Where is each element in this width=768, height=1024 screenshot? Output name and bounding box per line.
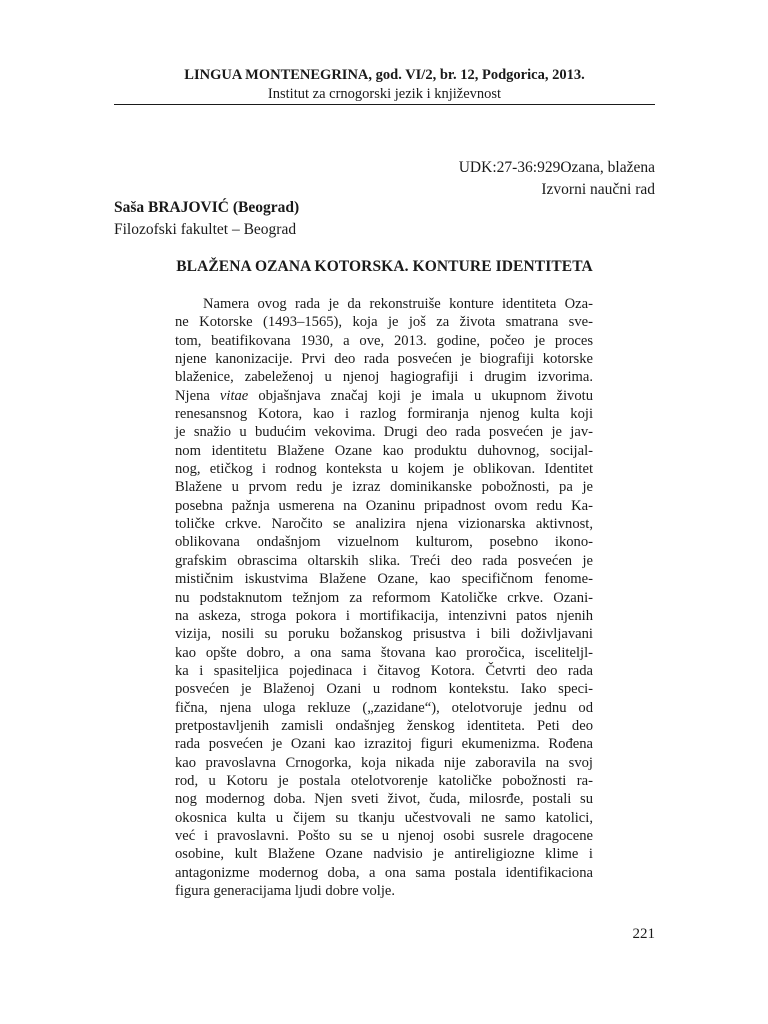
abstract-line: fična, njena uloga rekluze („zazidane“), otelotvoruje jednu od xyxy=(175,699,593,716)
author-location: (Beograd) xyxy=(228,199,300,216)
italic-term: vitae xyxy=(219,387,249,404)
abstract-line: tom, beatifikovana 1930, a ove, 2013. godine, počeo je proces xyxy=(175,332,593,349)
abstract-line: već i pravoslavni. Pošto su se u njenoj osobi susrele dragocene xyxy=(175,827,593,844)
abstract-line: ne Kotorske (1493–1565), koja je još za života smatrana sve- xyxy=(175,314,593,331)
abstract-line: renesansnog Kotora, kao i razlog formiranja njenog kulta koji xyxy=(175,406,593,423)
journal-citation: LINGUA MONTENEGRINA, god. VI/2, br. 12, Podgorica, 2013. xyxy=(184,67,585,83)
abstract-line: grafskim obrascima oltarskih slika. Treći deo rada posvećen je xyxy=(175,552,593,569)
abstract-line: nu podstaknutom težnjom za reformom Katoličke crkve. Ozani- xyxy=(175,589,593,606)
abstract-line: nom identitetu Blažene Ozane kao produktu duhovnog, socijal- xyxy=(175,442,593,459)
abstract-line: okosnica kulta u čijem su tkanju učestvovali ne samo katolici, xyxy=(175,809,593,826)
abstract-line: oblikovana ondašnjom vizuelnom kulturom, posebno ikono- xyxy=(175,534,593,551)
abstract-line: nog modernog doba. Njen sveti život, čuda, milosrđe, postali su xyxy=(175,791,593,808)
abstract-line: vizija, nosili su poruku božanskog prisustva i bili doživljavani xyxy=(175,626,593,643)
abstract-line: Blažene u prvom redu je izraz dominikanske pobožnosti, pa je xyxy=(175,479,593,496)
abstract-line: rod, u Kotoru je postala otelotvorenje katoličke pobožnosti ra- xyxy=(175,772,593,789)
abstract-line: osobine, kult Blažene Ozane nadvisio je antireligiozne klime i xyxy=(175,846,593,863)
abstract-line: ka i spasiteljica pojedinaca i čitavog Kotora. Četvrti deo rada xyxy=(175,662,593,679)
abstract-line: je snažio u budućim vekovima. Drugi deo rada posvećen je jav- xyxy=(175,424,593,441)
abstract-line: Njena vitae objašnjava značaj koji je imala u ukupnom životu xyxy=(175,387,593,404)
abstract-line: antagonizme modernog doba, a ona sama postala identifikaciona xyxy=(175,864,593,881)
abstract-line: nog, etičkog i rodnog konteksta u kojem je oblikovan. Identitet xyxy=(175,461,593,478)
author-name: Saša BRAJOVIĆ xyxy=(114,199,229,216)
paper-type: Izvorni naučni rad xyxy=(541,181,655,198)
abstract-line: Namera ovog rada je da rekonstruiše konture identiteta Oza- xyxy=(203,296,593,312)
author-block xyxy=(114,197,299,241)
abstract-line: posebna pažnja usmerena na Ozaninu pripadnost ovom redu Ka- xyxy=(175,497,593,514)
abstract-line: kao pravoslavna Crnogorka, koja nikada nije zaboravila na svoj xyxy=(175,754,593,771)
abstract-line: toličke crkve. Naročito se analizira njena vizionarska aktivnost, xyxy=(175,516,593,533)
classification-block xyxy=(459,157,655,201)
abstract-line: posvećen je Blaženoj Ozani u rodnom kontekstu. Iako speci- xyxy=(175,681,593,698)
abstract-line: mističnim iskustvima Blažene Ozane, kao specifičnom fenome- xyxy=(175,571,593,588)
abstract xyxy=(175,295,593,900)
udk-code: UDK:27-36:929Ozana, blažena xyxy=(458,159,655,176)
institute-name: Institut za crnogorski jezik i književnost xyxy=(267,86,502,102)
article-title: BLAŽENA OZANA KOTORSKA. KONTURE IDENTITETA xyxy=(176,258,593,275)
abstract-line: njene kanonizacije. Prvi deo rada posvećen je biografiji kotorske xyxy=(175,351,593,368)
author-affiliation: Filozofski fakultet – Beograd xyxy=(114,221,297,238)
abstract-line: blaženice, zabeleženoj u njenoj hagiografiji i drugim izvorima. xyxy=(175,369,593,386)
page-number: 221 xyxy=(632,926,655,942)
abstract-line: rada posvećen je Ozani kao izrazitoj figuri ekumenizma. Rođena xyxy=(175,736,593,753)
abstract-line: figura generacijama ljudi dobre volje. xyxy=(175,883,396,899)
header-divider xyxy=(114,104,655,105)
author-name-line xyxy=(114,197,299,219)
running-header xyxy=(114,66,655,104)
abstract-line: pretpostavljenih zamisli ondašnjeg ženskog identiteta. Peti deo xyxy=(175,717,593,734)
abstract-line: na askeza, stroga pokora i mortifikacija, intenzivni patos njenih xyxy=(175,607,593,624)
abstract-line: kao opšte dobro, a ona sama štovana kao proročica, isceliteljl- xyxy=(175,644,593,661)
